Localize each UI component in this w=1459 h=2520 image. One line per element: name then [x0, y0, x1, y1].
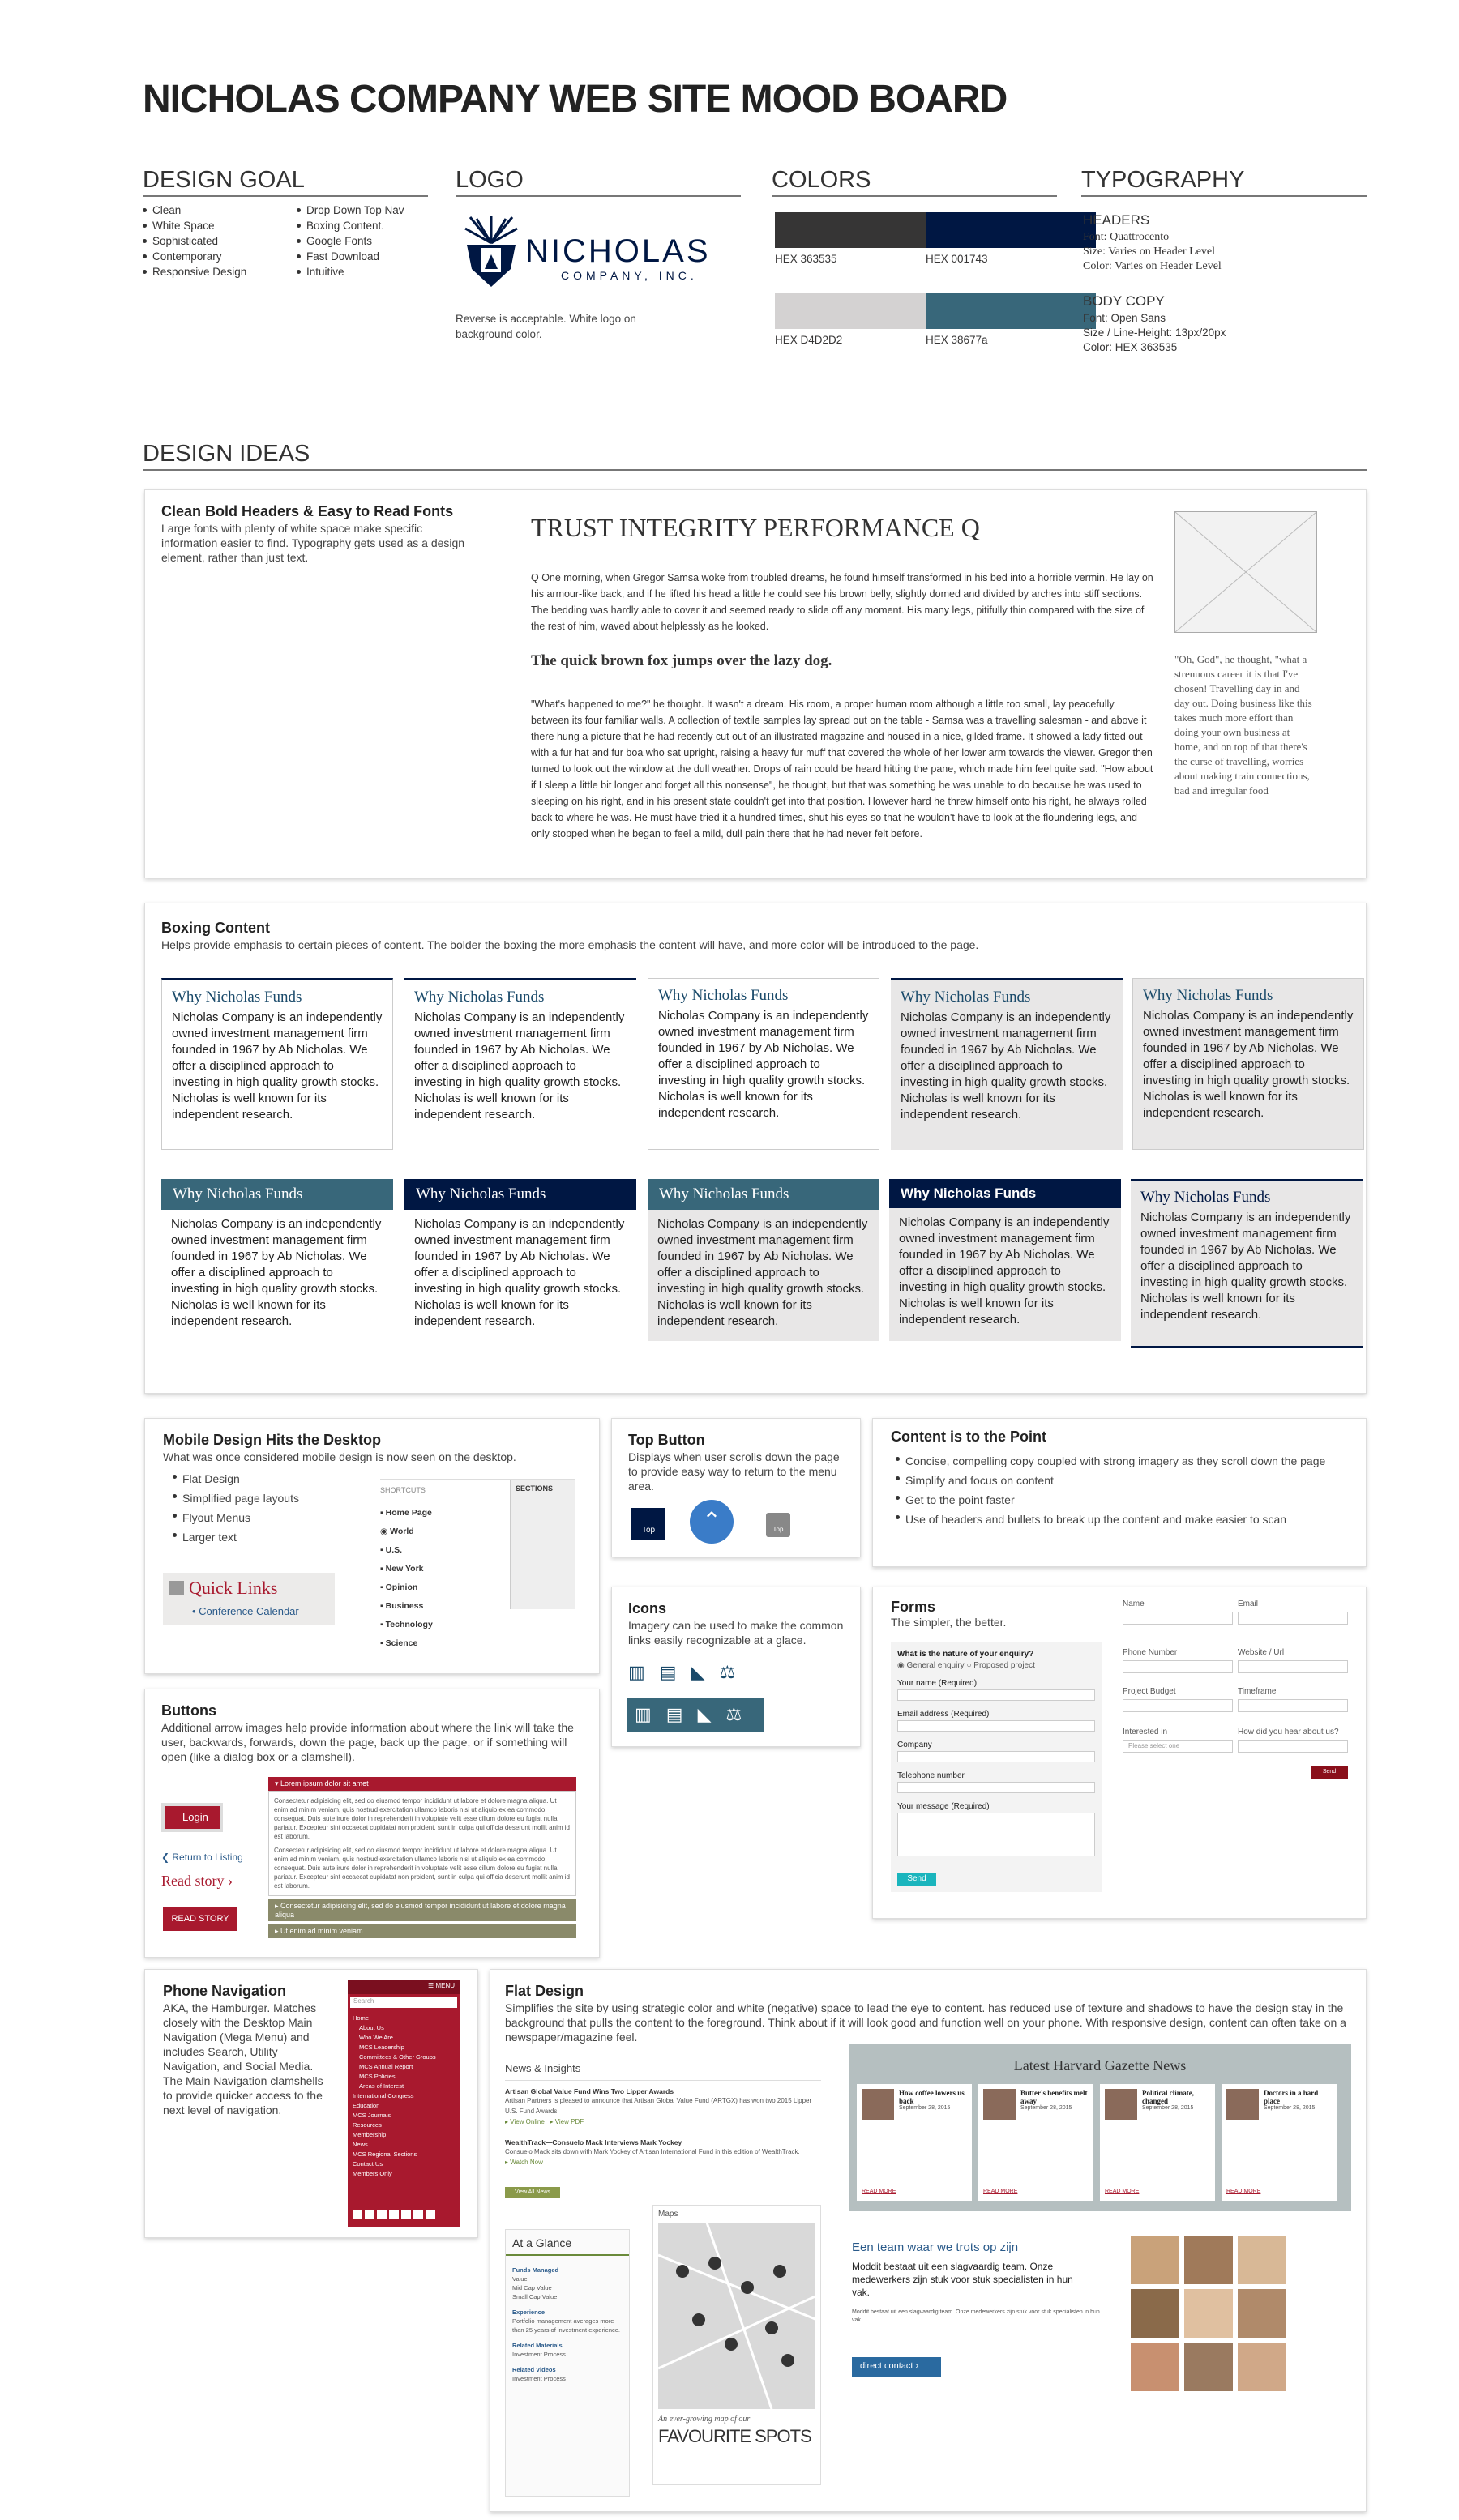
box-header: Why Nicholas Funds: [889, 1179, 1121, 1208]
phone-nav-item[interactable]: News: [353, 2141, 368, 2148]
team-photos: [1131, 2236, 1293, 2391]
team-member-photo: [1238, 2343, 1286, 2391]
read-story-link[interactable]: Read story ›: [161, 1873, 233, 1889]
email-input[interactable]: [1238, 1612, 1348, 1625]
content-box: [648, 1179, 879, 1341]
team-body: Moddit bestaat uit een slagvaardig team. Onze medewerkers zijn stuk voor stuk specialisten in hun vak.: [852, 2261, 1073, 2298]
phone-field[interactable]: [897, 1782, 1095, 1793]
box-title: Why Nicholas Funds: [1143, 987, 1273, 1004]
radio-group[interactable]: ◉ General enquiry ○ Proposed project: [897, 1661, 1035, 1670]
phone-nav-item[interactable]: MCS Regional Sections: [353, 2151, 417, 2158]
phone-nav-item[interactable]: Membership: [353, 2131, 387, 2138]
shortcuts-menu: [380, 1479, 575, 1673]
phone-nav-item[interactable]: Areas of Interest: [359, 2082, 404, 2090]
social-icon[interactable]: [353, 2210, 362, 2219]
email-field[interactable]: [897, 1720, 1095, 1732]
team-text: Moddit bestaat uit een slagvaardig team. Onze medewerkers zijn stuk voor stuk specialisten in hun vak.: [852, 2309, 1100, 2323]
panel-desc: Large fonts with plenty of white space make specific information easier to find. Typography gets used as a design element, rather than just text.: [161, 522, 465, 564]
sections-column: [510, 1480, 575, 1609]
phone-nav-panel: [144, 1969, 478, 2238]
phone-nav-item[interactable]: Contact Us: [353, 2160, 383, 2168]
panel-desc: The simpler, the better.: [891, 1616, 1007, 1629]
list-item: Concise, compelling copy coupled with strong imagery as they scroll down the page: [896, 1451, 1333, 1471]
field-label: Your message (Required): [897, 1802, 990, 1811]
contact-form: [891, 1642, 1102, 1892]
gazette-card[interactable]: [1222, 2084, 1337, 2201]
list-item: Sophisticated: [143, 233, 246, 249]
content-box: [891, 978, 1123, 1150]
box-body: Nicholas Company is an independently owned investment management firm founded in 1967 by Ab Nicholas. We offer a disciplined approach to investing in high quality growth stocks. Nicholas is well known for its independent research.: [899, 1215, 1110, 1326]
gazette-title: Latest Harvard Gazette News: [1013, 2057, 1187, 2074]
list-item: Google Fonts: [297, 233, 404, 249]
phone-menu: [348, 1980, 460, 2227]
phone-input[interactable]: [1123, 1660, 1233, 1673]
news-body: Artisan Partners is pleased to announce that Artisan Global Value Fund (ARTGX) has won two 2015 Lipper U.S. Fund Awards.: [505, 2097, 812, 2115]
box-title: Why Nicholas Funds: [658, 987, 789, 1004]
map-card: [652, 2205, 821, 2485]
accordion-body: Consectetur adipisicing elit, sed do eiusmod tempor incididunt ut labore et dolore magna aliqua. Ut enim ad minim veniam, quis nostrud exercitation ullamco laboris nisi ut aliquip ex ea commodo consequat. Duis aute irure dolor in reprehenderit in voluptate velit esse cillum dolore eu fugiat nulla pariatur. Excepteur sint occaecat cupidatat non proident, sunt in culpa qui officia deserunt mollit anim id est laborum. Consectetur adipisicing elit, sed do eiusmod tempor incididunt ut labore et dolore magna aliqua. Ut enim ad minim veniam, quis nostrud exercitation ullamco laboris nisi ut aliquip ex ea commodo consequat. Duis aute irure dolor in reprehenderit in voluptate velit esse cillum dolore eu fugiat nulla pariatur. Excepteur sint occaecat cupidatat non proident, sunt in culpa qui officia deserunt mollit anim id est laborum.: [268, 1791, 576, 1896]
accordion: [268, 1777, 576, 1946]
box-title: Why Nicholas Funds: [414, 989, 545, 1006]
logo-subtitle: COMPANY, INC.: [561, 269, 698, 282]
top-button-square[interactable]: Top: [631, 1508, 665, 1540]
phone-nav-list: [348, 2010, 460, 2182]
folder-icon[interactable]: ◣: [697, 1704, 712, 1724]
spec-line: Font: Quattrocento: [1083, 231, 1170, 243]
field-label: How did you hear about us?: [1238, 1728, 1339, 1736]
field-label: Website / Url: [1238, 1648, 1285, 1657]
gazette-block: [849, 2044, 1351, 2211]
box-header: Why Nicholas Funds: [161, 1179, 393, 1210]
document-icon[interactable]: ▤: [659, 1662, 677, 1682]
shortcuts-label: SHORTCUTS: [380, 1486, 426, 1494]
sample-paragraph: "What's happened to me?" he thought. It wasn't a dream. His room, a proper human room although a little too small, lay peacefully between its four familiar walls. A collection of textile samples lay spread out on the table - Samsa was a travelling salesman - and above it there hung a picture that he had recently cut out of an illustrated magazine and housed in a nice, gilded frame. It showed a lady fitted out with a fur hat and fur boa who sat upright, raising a heavy fur muff that covered the whole of her lower arm towards the viewer. Gregor then turned to look out the window at the dull weather. Drops of rain could be heard hitting the pane, which made him feel quite sad. "How about if I sleep a little bit longer and forget all this nonsense", he thought, but that was something he was unable to do because he was used to sleeping on his right, and in his present state couldn't get into that position. However hard he threw himself onto his right, he always rolled back to where he was. He must have tried it a hundred times, shut his eyes so that he wouldn't have to look at the floundering legs, and only stopped when he began to feel a mild, dull pain there that he had never felt before.: [531, 698, 1153, 839]
glance-body: Funds Managed Value Mid Cap Value Small Cap Value Experience Portfolio management averages more than 25 years of investment experience. Related Materials Investment Process Related Videos Investment Process: [512, 2266, 620, 2382]
social-icon[interactable]: [389, 2210, 399, 2219]
social-icon[interactable]: [377, 2210, 387, 2219]
list-item: Intuitive: [297, 264, 404, 280]
list-item: Contemporary: [143, 249, 246, 264]
field-label: Interested in: [1123, 1728, 1168, 1736]
field-label: Company: [897, 1741, 932, 1749]
team-member-photo: [1238, 2236, 1286, 2284]
box-body: Nicholas Company is an independently owned investment management firm founded in 1967 by Ab Nicholas. We offer a disciplined approach to investing in high quality growth stocks. Nicholas is well known for its independent research.: [901, 1010, 1111, 1121]
phone-nav-item[interactable]: MCS Policies: [359, 2073, 396, 2080]
card-thumb: [862, 2089, 894, 2120]
card-more[interactable]: READ MORE: [862, 2189, 896, 2194]
box-body: Nicholas Company is an independently owned investment management firm founded in 1967 by Ab Nicholas. We offer a disciplined approach to investing in high quality growth stocks. Nicholas is well known for its independent research.: [1143, 1009, 1354, 1120]
spec-line: Color: HEX 363535: [1083, 341, 1178, 353]
placeholder-x-icon: [1175, 512, 1316, 632]
box-header: Why Nicholas Funds: [404, 1179, 636, 1210]
panel-title: Forms: [891, 1599, 936, 1615]
nav-item[interactable]: ◉ World: [380, 1527, 414, 1536]
sidebar-quote: "Oh, God", he thought, "what a strenuous career it is that I've chosen! Travelling day in and day out. Doing business like this takes much more effort than doing your own business at home, and on top of that there's the curse of travelling, worries about making train connections, bad and irregular food: [1174, 653, 1312, 797]
submit-button[interactable]: Send: [1311, 1766, 1348, 1779]
clean-headers-panel: [144, 489, 1367, 878]
panel-desc: Helps provide emphasis to certain pieces of content. The bolder the boxing the more emphasis the content will have, and more color will be introduced to the page.: [161, 938, 979, 951]
logo-crest-icon: [459, 212, 524, 290]
document-icon[interactable]: ▤: [665, 1704, 683, 1724]
logo: [459, 212, 524, 294]
social-icons: [353, 2210, 435, 2219]
hamburger-button[interactable]: ☰ MENU: [348, 1980, 460, 1994]
spec-line: Size: Varies on Header Level: [1083, 246, 1216, 258]
chart-icon[interactable]: ▥: [635, 1704, 652, 1724]
panel-title: Top Button: [628, 1432, 705, 1448]
team-heading: Een team waar we trots op zijn: [852, 2240, 1019, 2254]
nav-item[interactable]: ▪ Home Page: [380, 1508, 432, 1518]
box-body: Nicholas Company is an independently owned investment management firm founded in 1967 by Ab Nicholas. We offer a disciplined approach to investing in high quality growth stocks. Nicholas is well known for its independent research.: [414, 1010, 625, 1121]
card-more[interactable]: READ MORE: [983, 2189, 1018, 2194]
top-button-panel: [611, 1418, 861, 1557]
box-header: Why Nicholas Funds: [648, 1179, 879, 1210]
flat-design-panel: [490, 1969, 1367, 2512]
panel-title: Buttons: [161, 1702, 216, 1719]
panel-desc: Simplifies the site by using strategic color and white (negative) space to lead the eye to content. has reduced use of texture and shadows to have the design stay in the background that pulls the content to the foreground. Think about if it will look good and function well on your phone. With responsive design, content can often take on a newspaper/magazine feel.: [505, 2001, 1346, 2044]
box-body: Nicholas Company is an independently owned investment management firm founded in 1967 by Ab Nicholas. We offer a disciplined approach to investing in high quality growth stocks. Nicholas is well known for its independent research.: [414, 1217, 625, 1328]
watch-link[interactable]: ▸ Watch Now: [505, 2159, 543, 2166]
point-list: [896, 1451, 1333, 1529]
list-item: Clean: [143, 203, 246, 218]
list-item: Responsive Design: [143, 264, 246, 280]
gazette-card[interactable]: [1100, 2084, 1215, 2201]
icon-row-dark: [627, 1698, 764, 1732]
team-member-photo: [1131, 2343, 1179, 2391]
design-goal-heading: DESIGN GOAL: [143, 167, 428, 197]
card-date: September 28, 2015: [899, 2105, 951, 2111]
panel-desc: Displays when user scrolls down the page to provide easy way to return to the menu area.: [628, 1450, 840, 1493]
direct-contact-button[interactable]: direct contact ›: [852, 2357, 941, 2377]
news-title[interactable]: WealthTrack—Consuelo Mack Interviews Mark Yockey: [505, 2138, 682, 2146]
logo-note: Reverse is acceptable. White logo on background color.: [456, 313, 636, 340]
sample-paragraph: Q One morning, when Gregor Samsa woke from troubled dreams, he found himself transformed in his bed into a horrible vermin. He lay on his armour-like back, and if he lifted his head a little he could see his brown belly, slightly domed and divided by arches into stiff sections. The bedding was hardly able to cover it and seemed ready to slide off any moment. His many legs, pitifully thin compared with the size of the rest of him, waved about helplessly as he looked.: [531, 572, 1153, 632]
list-item: White Space: [143, 218, 246, 233]
team-member-photo: [1184, 2289, 1233, 2338]
website-input[interactable]: [1238, 1660, 1348, 1673]
phone-nav-item[interactable]: MCS Annual Report: [359, 2063, 413, 2070]
quick-links-icon: [169, 1581, 184, 1595]
swatch-label: HEX 001743: [926, 253, 988, 265]
panel-title: Boxing Content: [161, 920, 270, 936]
panel-title: Flat Design: [505, 1983, 584, 1999]
design-goal-list-2: [297, 203, 404, 280]
map-image[interactable]: [658, 2223, 815, 2409]
headers-label: HEADERS: [1083, 212, 1150, 228]
headers-specs: [1083, 230, 1222, 274]
content-box: [161, 1179, 393, 1341]
social-icon[interactable]: [413, 2210, 423, 2219]
return-to-listing-link[interactable]: ❮ Return to Listing: [161, 1852, 243, 1863]
content-box: [1132, 978, 1364, 1150]
body-copy-specs: [1083, 311, 1226, 355]
forms-panel: [872, 1587, 1367, 1919]
team-member-photo: [1238, 2289, 1286, 2338]
list-item: Fast Download: [297, 249, 404, 264]
social-icon[interactable]: [401, 2210, 411, 2219]
icons-panel: [611, 1587, 861, 1747]
quick-links-title: Quick Links: [189, 1578, 278, 1598]
panel-title: Mobile Design Hits the Desktop: [163, 1432, 382, 1448]
logo-heading: LOGO: [456, 167, 741, 197]
design-ideas-heading: DESIGN IDEAS: [143, 441, 1367, 471]
colors-heading: COLORS: [772, 167, 1057, 197]
field-label: Email: [1238, 1600, 1259, 1608]
spec-line: Font: Open Sans: [1083, 312, 1166, 324]
referral-input[interactable]: [1238, 1740, 1348, 1753]
field-label: Your name (Required): [897, 1679, 978, 1688]
list-item: Get to the point faster: [896, 1490, 1333, 1510]
card-thumb: [1226, 2089, 1259, 2120]
card-more[interactable]: READ MORE: [1226, 2189, 1261, 2194]
mobile-design-panel: [144, 1418, 600, 1674]
form-question: What is the nature of your enquiry?: [897, 1650, 1034, 1659]
accordion-header[interactable]: ▸ Consectetur adipisicing elit, sed do eiusmod tempor incididunt ut labore et dolore magna aliqua: [268, 1899, 576, 1921]
image-placeholder: [1174, 511, 1317, 633]
at-a-glance: [505, 2229, 630, 2497]
news-heading: News & Insights: [505, 2062, 581, 2074]
social-icon[interactable]: [365, 2210, 374, 2219]
conference-calendar-link[interactable]: • Conference Calendar: [192, 1605, 299, 1617]
swatch-363535: [775, 212, 945, 248]
swatch-label: HEX D4D2D2: [775, 334, 843, 346]
gazette-card[interactable]: [978, 2084, 1093, 2201]
box-title: Why Nicholas Funds: [172, 989, 302, 1006]
scale-icon[interactable]: ⚖: [719, 1662, 736, 1682]
field-label: Telephone number: [897, 1771, 965, 1780]
box-body: Nicholas Company is an independently owned investment management firm founded in 1967 by Ab Nicholas. We offer a disciplined approach to investing in high quality growth stocks. Nicholas is well known for its independent research.: [172, 1010, 383, 1121]
phone-nav-item[interactable]: Committees & Other Groups: [359, 2053, 436, 2061]
team-member-photo: [1131, 2236, 1179, 2284]
nav-item[interactable]: ▪ Opinion: [380, 1582, 418, 1592]
box-title: Why Nicholas Funds: [901, 989, 1031, 1006]
phone-nav-item[interactable]: MCS Journals: [353, 2112, 391, 2119]
phone-nav-item[interactable]: International Congress: [353, 2092, 414, 2099]
sections-label[interactable]: SECTIONS: [516, 1484, 554, 1493]
phone-nav-item[interactable]: Home: [353, 2014, 370, 2022]
accordion-header-open[interactable]: ▾ Lorem ipsum dolor sit amet: [268, 1777, 576, 1791]
phone-nav-item[interactable]: About Us: [359, 2024, 384, 2031]
news-list: [505, 2080, 821, 2198]
field-label: Name: [1123, 1600, 1145, 1608]
icon-row-light: [628, 1662, 766, 1685]
login-button[interactable]: Login: [161, 1803, 223, 1832]
box-body: Nicholas Company is an independently owned investment management firm founded in 1967 by Ab Nicholas. We offer a disciplined approach to investing in high quality growth stocks. Nicholas is well known for its independent research.: [657, 1217, 868, 1328]
card-thumb: [983, 2089, 1016, 2120]
card-date: September 28, 2015: [1142, 2105, 1194, 2111]
map-title: FAVOURITE SPOTS: [658, 2426, 811, 2446]
content-box: [648, 978, 879, 1150]
nav-item[interactable]: ▪ New York: [380, 1564, 424, 1574]
phone-nav-item[interactable]: Members Only: [353, 2170, 392, 2177]
quick-links-box[interactable]: [163, 1573, 335, 1625]
buttons-panel: [144, 1689, 600, 1958]
swatch-label: HEX 363535: [775, 253, 837, 265]
panel-desc: AKA, the Hamburger. Matches closely with the Desktop Main Navigation (Mega Menu) and includes Search, Utility Navigation, and Social Media. The Main Navigation clamshells to provide quicker access to the next level of navigation.: [163, 2001, 323, 2116]
map-pins-icon: [658, 2223, 817, 2409]
panel-title: Content is to the Point: [891, 1429, 1046, 1445]
phone-nav-item[interactable]: Who We Are: [359, 2034, 393, 2041]
top-button-gray[interactable]: Top: [766, 1513, 790, 1537]
list-item: Simplified page layouts: [173, 1489, 299, 1508]
list-item: Simplify and focus on content: [896, 1471, 1333, 1490]
message-field[interactable]: [897, 1813, 1095, 1856]
body-copy-label: BODY COPY: [1083, 293, 1165, 309]
content-box: [1131, 1179, 1363, 1348]
mobile-list: [173, 1469, 299, 1547]
nav-item[interactable]: ▪ Technology: [380, 1620, 433, 1629]
list-item: Use of headers and bullets to break up the content and make easier to scan: [896, 1510, 1333, 1529]
folder-icon[interactable]: ◣: [691, 1662, 705, 1682]
budget-input[interactable]: [1123, 1699, 1233, 1712]
box-body: Nicholas Company is an independently owned investment management firm founded in 1967 by Ab Nicholas. We offer a disciplined approach to investing in high quality growth stocks. Nicholas is well known for its independent research.: [1140, 1211, 1351, 1322]
sample-headline: TRUST INTEGRITY PERFORMANCE Q: [531, 513, 980, 542]
phone-nav-item[interactable]: Resources: [353, 2121, 382, 2129]
team-member-photo: [1184, 2343, 1233, 2391]
chart-icon[interactable]: ▥: [628, 1662, 645, 1682]
list-item: Flyout Menus: [173, 1508, 299, 1527]
glance-title: At a Glance: [506, 2230, 629, 2256]
panel-desc: Additional arrow images help provide information about where the link will take the user, backwards, forwards, down the page, back up the page, or if something will open (like a dialog box or a clamshell).: [161, 1721, 574, 1763]
name-input[interactable]: [1123, 1612, 1233, 1625]
list-item: Flat Design: [173, 1469, 299, 1489]
phone-nav-item[interactable]: MCS Leadership: [359, 2044, 404, 2051]
interest-select[interactable]: Please select one: [1123, 1740, 1233, 1753]
card-date: September 28, 2015: [1264, 2105, 1316, 2111]
card-title: How coffee lowers us back: [899, 2089, 965, 2105]
team-member-photo: [1184, 2236, 1233, 2284]
news-title[interactable]: Artisan Global Value Fund Wins Two Lipper Awards: [505, 2087, 674, 2095]
nav-item[interactable]: ▪ Business: [380, 1601, 424, 1611]
card-thumb: [1105, 2089, 1137, 2120]
card-date: September 28, 2015: [1020, 2105, 1072, 2111]
panel-title: Clean Bold Headers & Easy to Read Fonts: [161, 503, 454, 519]
sample-subheading: The quick brown fox jumps over the lazy dog.: [531, 652, 832, 669]
read-story-button[interactable]: READ STORY: [163, 1907, 237, 1931]
nav-item[interactable]: ▪ Science: [380, 1638, 418, 1648]
card-more[interactable]: READ MORE: [1105, 2189, 1140, 2194]
gazette-cards: [849, 2074, 1351, 2210]
top-button-circle[interactable]: ⌃: [690, 1500, 734, 1544]
boxing-content-panel: [144, 903, 1367, 1394]
panel-title: Phone Navigation: [163, 1983, 287, 1999]
content-box: [404, 1179, 636, 1341]
field-label: Phone Number: [1123, 1648, 1178, 1657]
sections-nav: [380, 1504, 433, 1653]
page-title: NICHOLAS COMPANY WEB SITE MOOD BOARD: [143, 78, 1008, 121]
name-field[interactable]: [897, 1689, 1095, 1701]
company-field[interactable]: [897, 1751, 1095, 1762]
swatch-label: HEX 38677a: [926, 334, 988, 346]
spec-line: Color: Varies on Header Level: [1083, 260, 1222, 272]
social-icon[interactable]: [426, 2210, 435, 2219]
news-links[interactable]: ▸ View Online ▸ View PDF: [505, 2118, 584, 2125]
card-title: Doctors in a hard place: [1264, 2089, 1319, 2105]
phone-search-input[interactable]: Search: [350, 1997, 457, 2008]
timeframe-input[interactable]: [1238, 1699, 1348, 1712]
news-body: Consuelo Mack sits down with Mark Yockey of Artisan International Fund in this edition of WealthTrack.: [505, 2148, 800, 2155]
content-box: [889, 1179, 1121, 1341]
logo-name: NICHOLAS: [525, 233, 711, 269]
swatch-d4d2d2: [775, 293, 945, 329]
typography-heading: TYPOGRAPHY: [1081, 167, 1367, 197]
content-box: [161, 978, 393, 1150]
list-item: Larger text: [173, 1527, 299, 1547]
phone-nav-item[interactable]: Education: [353, 2102, 380, 2109]
map-label: Maps: [658, 2210, 678, 2219]
send-button[interactable]: Send: [897, 1873, 936, 1886]
panel-title: Icons: [628, 1600, 667, 1617]
field-label: Timeframe: [1238, 1687, 1277, 1696]
content-point-panel: [872, 1418, 1367, 1567]
field-label: Project Budget: [1123, 1687, 1176, 1696]
box-body: Nicholas Company is an independently owned investment management firm founded in 1967 by Ab Nicholas. We offer a disciplined approach to investing in high quality growth stocks. Nicholas is well known for its independent research.: [171, 1217, 382, 1328]
panel-desc: Imagery can be used to make the common links easily recognizable at a glace.: [628, 1619, 844, 1647]
team-member-photo: [1131, 2289, 1179, 2338]
spec-line: Size / Line-Height: 13px/20px: [1083, 327, 1226, 339]
list-item: Drop Down Top Nav: [297, 203, 404, 218]
card-title: Political climate, changed: [1142, 2089, 1194, 2105]
map-subtitle: An ever-growing map of our: [658, 2415, 751, 2424]
swatch-38677a: [926, 293, 1096, 329]
swatch-001743: [926, 212, 1096, 248]
box-title: Why Nicholas Funds: [1140, 1189, 1271, 1206]
gazette-card[interactable]: [857, 2084, 972, 2201]
view-all-news-button[interactable]: View All News: [505, 2187, 560, 2198]
panel-desc: What was once considered mobile design is now seen on the desktop.: [163, 1450, 516, 1463]
content-box: [404, 978, 636, 1150]
list-item: Boxing Content.: [297, 218, 404, 233]
nav-item[interactable]: ▪ U.S.: [380, 1545, 403, 1555]
field-label: Email address (Required): [897, 1710, 990, 1719]
accordion-header[interactable]: ▸ Ut enim ad minim veniam: [268, 1924, 576, 1938]
card-title: Butter's benefits melt away: [1020, 2089, 1088, 2105]
box-body: Nicholas Company is an independently owned investment management firm founded in 1967 by Ab Nicholas. We offer a disciplined approach to investing in high quality growth stocks. Nicholas is well known for its independent research.: [658, 1009, 869, 1120]
scale-icon[interactable]: ⚖: [725, 1704, 742, 1724]
design-goal-list-1: [143, 203, 246, 280]
